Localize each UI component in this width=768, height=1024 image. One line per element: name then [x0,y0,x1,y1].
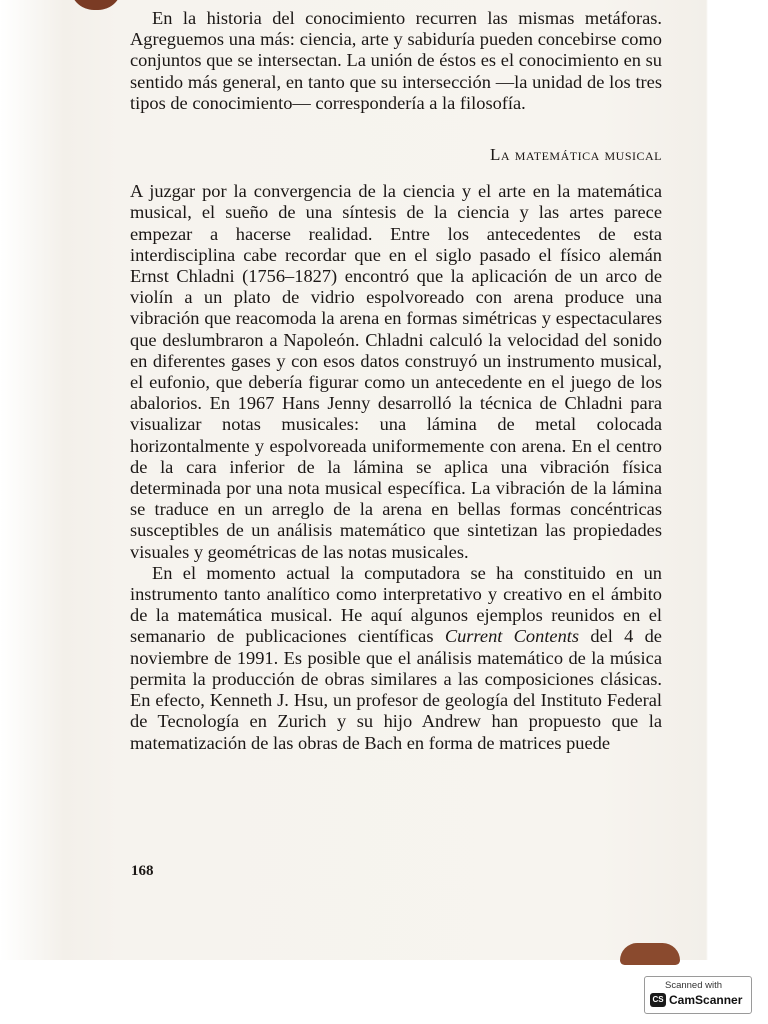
paragraph-computer-lead: En el momento actual la computadora se ha constituido en un instrumento tanto analítico como interpretativo y creativo en el ámbito de la matemática musical. He aquí algunos ejemplos reunidos en el semanario de publicaciones científicas [130,562,662,647]
book-page-text [130,8,662,754]
camscanner-logo-icon: CS [650,993,666,1007]
camscanner-watermark [644,976,752,1014]
publication-title: Current Contents [444,626,580,647]
paragraph-computer [130,563,662,754]
page-number: 168 [131,863,154,879]
watermark-scanned-with: Scanned with [665,980,723,991]
section-heading: La matemática musical [489,145,662,165]
paragraph-computer-rest: del 4 de noviembre de 1991. Es posible que el análisis matemático de la música permita la producción de obras similares a las composiciones clásicas. En efecto, Kenneth J. Hsu, un profesor de geología del Instituto Federal de Tecnología en Zurich y su hijo Andrew han propuesto que la matematización de las obras de Bach en forma de matrices puede [130,626,662,753]
finger-bottom-edge [620,943,680,965]
watermark-brand: CamScanner [669,993,743,1007]
paragraph-intro: En la historia del conocimiento recurren las mismas metáforas. Agreguemos una más: ciencia, arte y sabiduría pueden concebirse como conjuntos que se intersectan. La unión de éstos es el conocimiento en su sentido más general, en tanto que su intersección —la unidad de los tres tipos de conocimiento— correspondería a la filosofía. [130,8,662,113]
paragraph-chladni: A juzgar por la convergencia de la ciencia y el arte en la matemática musical, el sueño de una síntesis de la ciencia y las artes parece empezar a hacerse realidad. Entre los antecedentes de esta interdisciplina cabe recordar que en el siglo pasado el físico alemán Ernst Chladni (1756–1827) encontró que la aplicación de un arco de violín a un plato de vidrio espolvoreado con arena produce una vibración que reacomoda la arena en formas simétricas y espectaculares que deslumbraron a Napoleón. Chladni calculó la velocidad del sonido en diferentes gases y con esos datos construyó un instrumento musical, el eufonio, que debería figurar como un antecedente en el juego de los abalorios. En 1967 Hans Jenny desarrolló la técnica de Chladni para visualizar notas musicales: una lámina de metal colocada horizontalmente y espolvoreada uniformemente con arena. En el centro de la cara inferior de la lámina se aplica una vibración física determinada por una nota musical específica. La vibración de la lámina se traduce en un arreglo de la arena en bellas formas concéntricas susceptibles de un análisis matemático que sintetizan las propiedades visuales y geométricas de las notas musicales. [130,181,662,562]
